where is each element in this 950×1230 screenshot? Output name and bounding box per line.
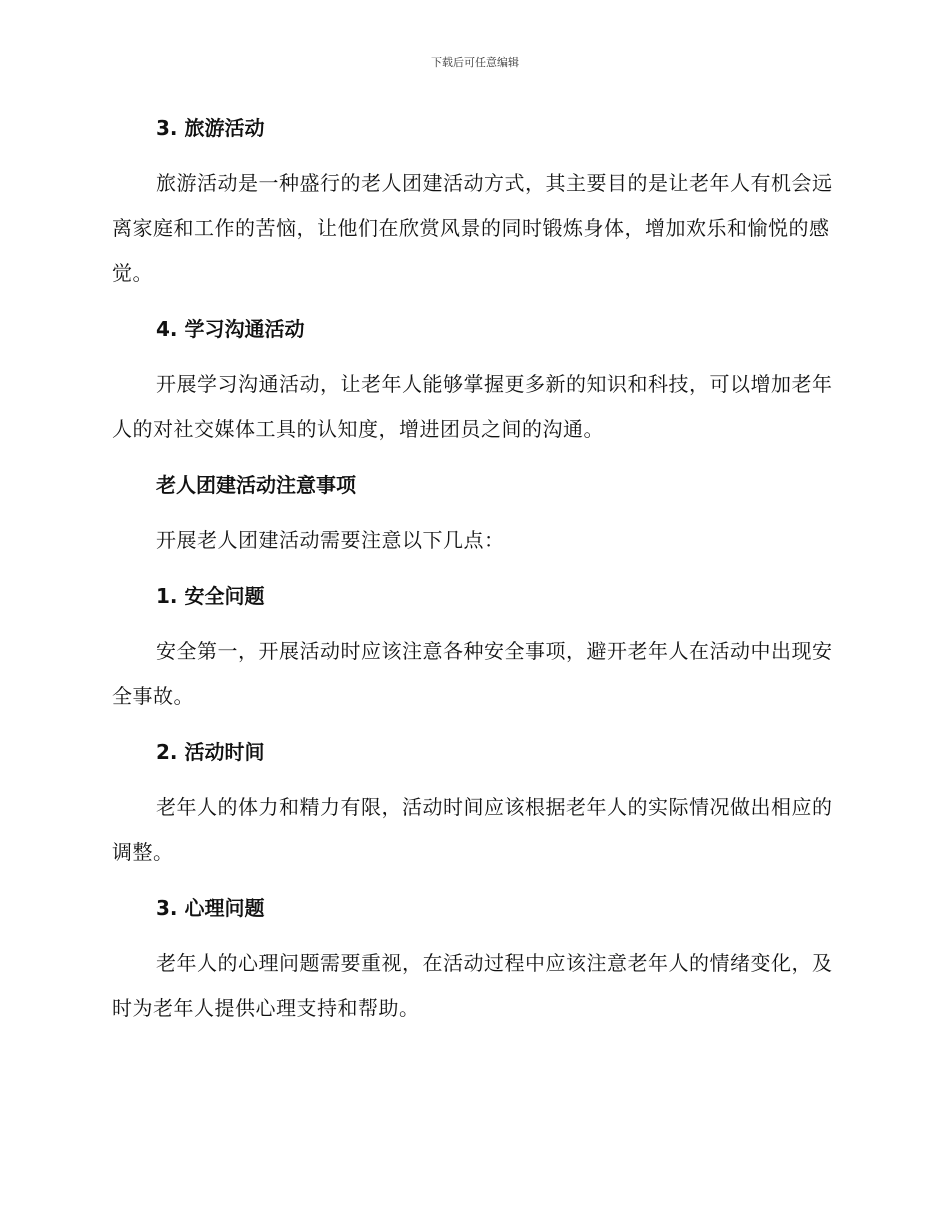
paragraph-time: 老年人的体力和精力有限，活动时间应该根据老年人的实际情况做出相应的调整。 <box>112 795 833 864</box>
paragraph-psychology: 老年人的心理问题需要重视，在活动过程中应该注意老年人的情绪变化，及时为老年人提供心理支持和帮助。 <box>112 951 833 1020</box>
section-heading-safety: 1. 安全问题 <box>156 584 265 608</box>
section-heading-time: 2. 活动时间 <box>156 740 265 764</box>
paragraph-safety: 安全第一，开展活动时应该注意各种安全事项，避开老年人在活动中出现安全事故。 <box>112 639 833 708</box>
paragraph-precautions-intro: 开展老人团建活动需要注意以下几点： <box>156 528 505 552</box>
section-heading-psychology: 3. 心理问题 <box>156 896 265 920</box>
paragraph-learning: 开展学习沟通活动，让老年人能够掌握更多新的知识和科技，可以增加老年人的对社交媒体工具的认知度，增进团员之间的沟通。 <box>112 372 833 441</box>
page-header: 下载后可任意编辑 <box>431 56 519 69</box>
paragraph-travel: 旅游活动是一种盛行的老人团建活动方式，其主要目的是让老年人有机会远离家庭和工作的苦恼，让他们在欣赏风景的同时锻炼身体，增加欢乐和愉悦的感觉。 <box>112 171 833 285</box>
section-heading-travel: 3. 旅游活动 <box>156 116 265 140</box>
section-heading-learning: 4. 学习沟通活动 <box>156 317 305 341</box>
section-heading-precautions: 老人团建活动注意事项 <box>156 473 356 497</box>
document-body <box>112 110 837 1046</box>
